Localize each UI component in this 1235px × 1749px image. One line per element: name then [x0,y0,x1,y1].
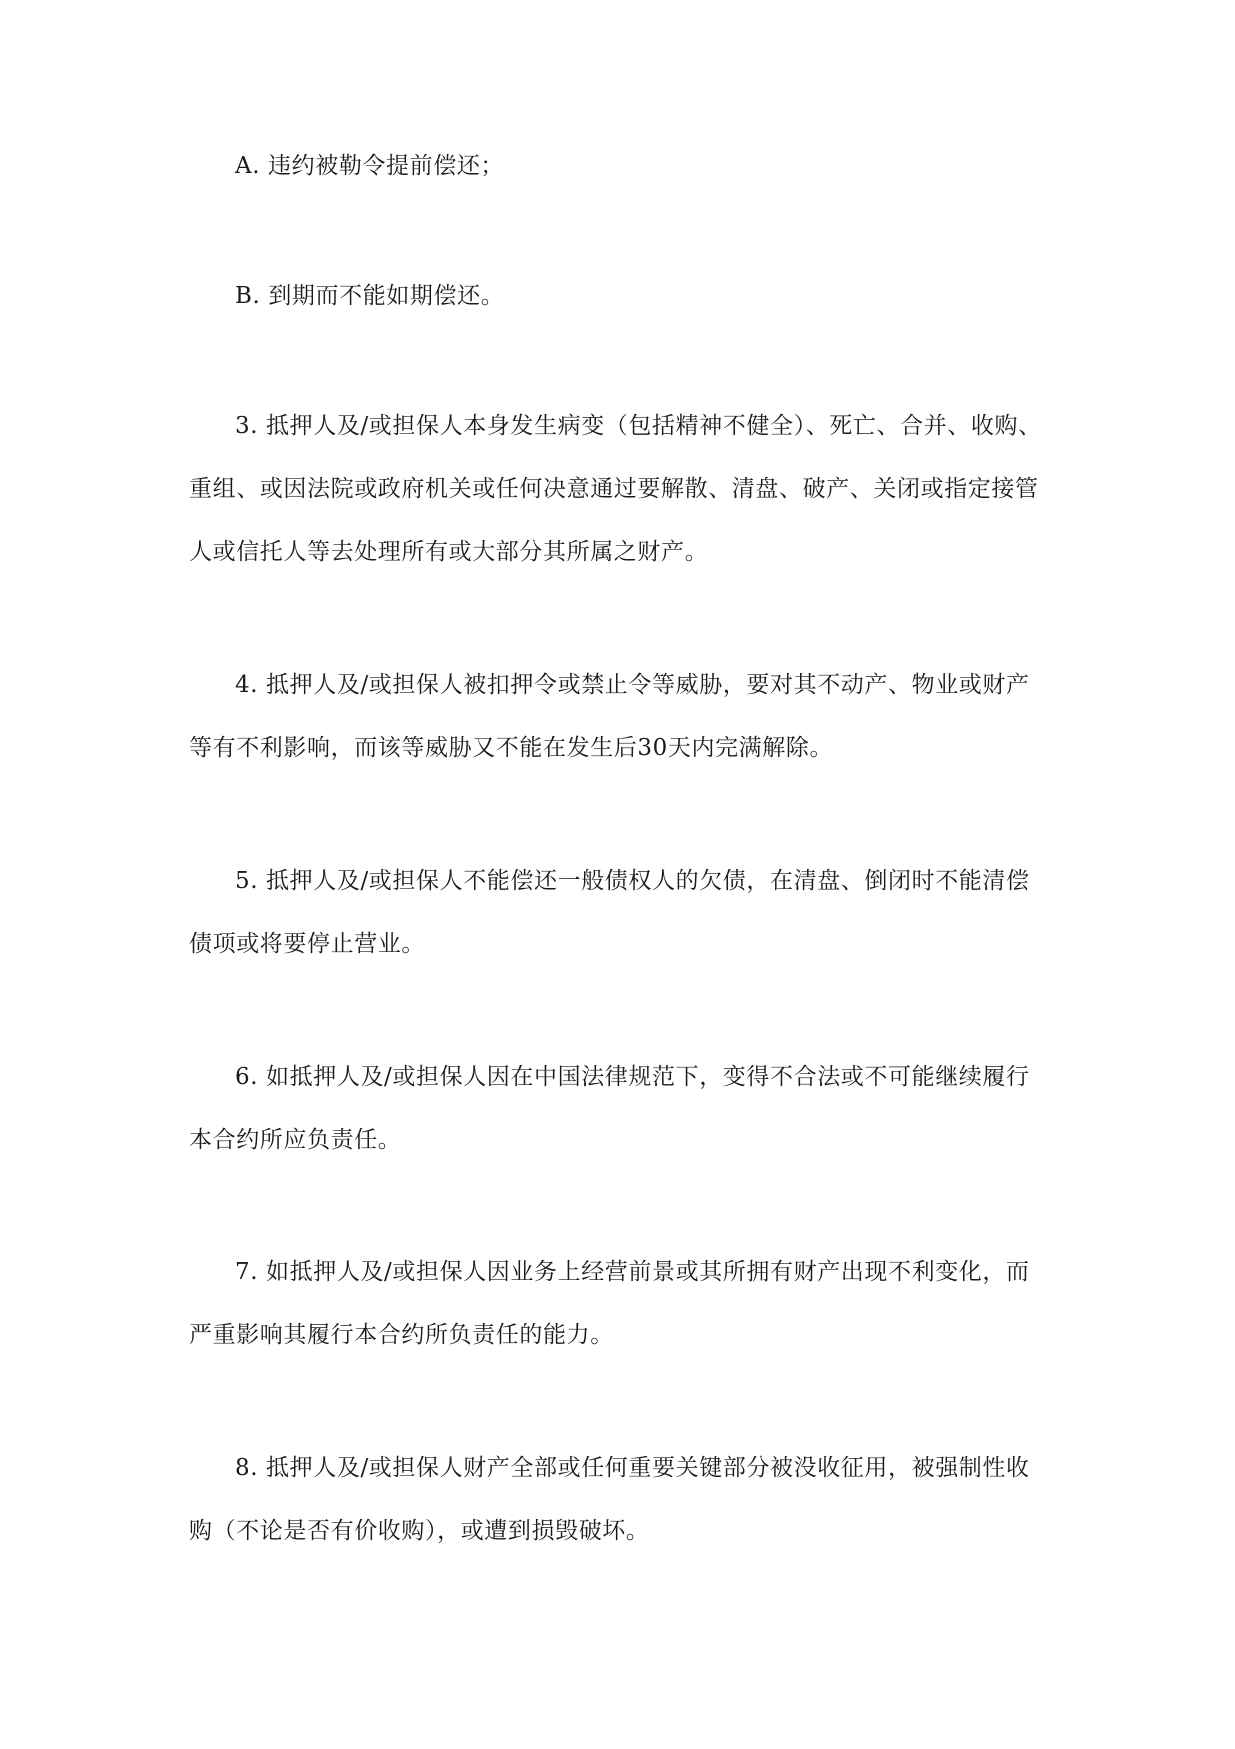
clause-8-paragraph: 8. 抵押人及/或担保人财产全部或任何重要关键部分被没收征用，被强制性收购（不论是否有价收购），或遭到损毁破坏。 [189,1455,1030,1544]
clause-b-paragraph: B. 到期而不能如期偿还。 [235,283,505,309]
clause-3-paragraph: 3. 抵押人及/或担保人本身发生病变（包括精神不健全）、死亡、合并、收购、重组、或因法院或政府机关或任何决意通过要解散、清盘、破产、关闭或指定接管人或信托人等去处理所有或大部分其所属之财产。 [189,413,1042,565]
clause-4-paragraph: 4. 抵押人及/或担保人被扣押令或禁止令等威胁，要对其不动产、物业或财产等有不利影响，而该等威胁又不能在发生后30天内完满解除。 [189,672,1030,761]
clause-7-paragraph: 7. 如抵押人及/或担保人因业务上经营前景或其所拥有财产出现不利变化，而严重影响其履行本合约所负责任的能力。 [189,1259,1030,1348]
clause-6-paragraph: 6. 如抵押人及/或担保人因在中国法律规范下，变得不合法或不可能继续履行本合约所应负责任。 [189,1064,1030,1153]
clause-5-paragraph: 5. 抵押人及/或担保人不能偿还一般债权人的欠债，在清盘、倒闭时不能清偿债项或将要停止营业。 [189,868,1030,957]
clause-a-paragraph: A. 违约被勒令提前偿还； [235,153,505,179]
